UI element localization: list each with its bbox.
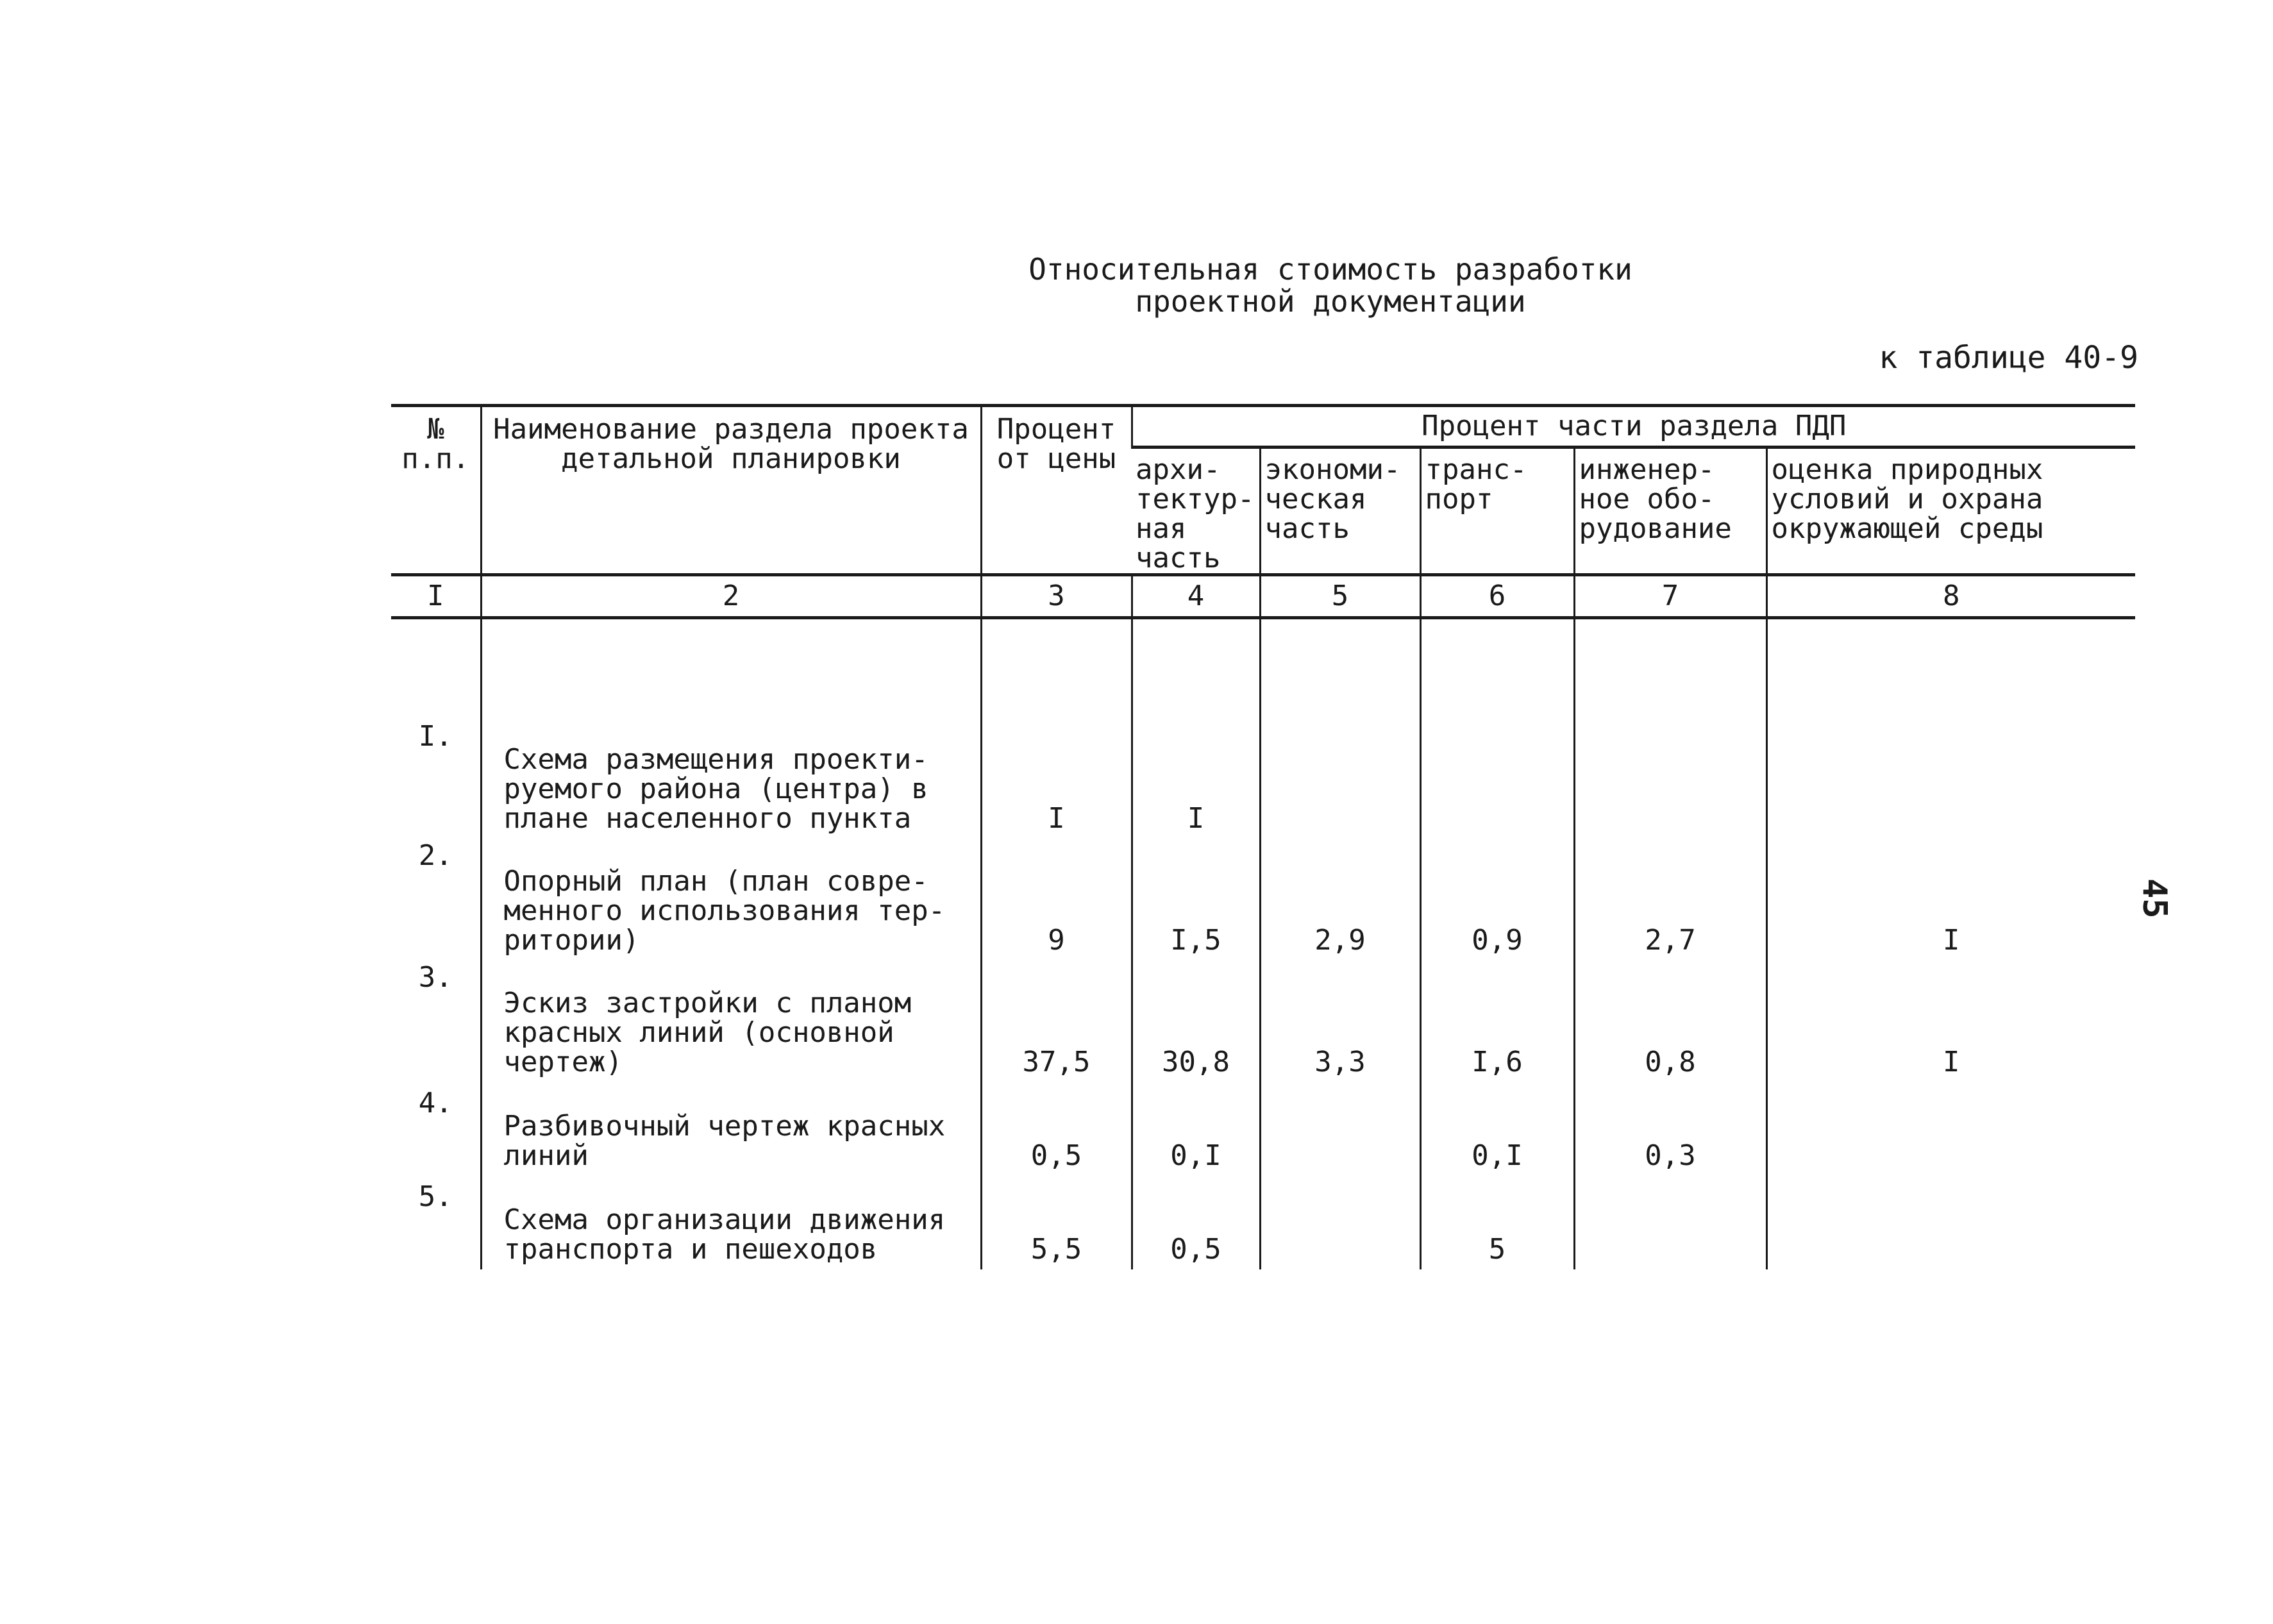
- cell-economic: [1260, 677, 1420, 839]
- cell-transport: 0,9: [1420, 839, 1574, 960]
- row-name: Разбивочный чертеж красных линий: [481, 1082, 981, 1176]
- cell-percent-price: 9: [981, 839, 1132, 960]
- row-num: 4.: [418, 1087, 453, 1119]
- cell-transport: I,6: [1420, 960, 1574, 1082]
- cell-environment: [1766, 1176, 2135, 1269]
- row-num: 5.: [418, 1180, 453, 1213]
- header-economic: экономи-ческая часть: [1260, 448, 1420, 575]
- cell-architectural: 30,8: [1132, 960, 1260, 1082]
- cell-transport: 5: [1420, 1176, 1574, 1269]
- row-name: Схема размещения проекти-руемого района (центра) в плане населенного пункта: [481, 677, 981, 839]
- cell-architectural: I: [1132, 677, 1260, 839]
- row-num: 3.: [418, 961, 453, 994]
- cost-table: [391, 404, 2135, 1269]
- header-environment: оценка природных условий и охрана окружающей среды: [1766, 448, 2135, 575]
- row-name: Схема организации движения транспорта и пешеходов: [481, 1176, 981, 1269]
- colnum-2: 2: [481, 575, 981, 618]
- header-name: Наименование раздела проекта детальной планировки: [481, 406, 981, 575]
- row-num: 2.: [418, 839, 453, 872]
- cell-engineering: [1574, 677, 1766, 839]
- document-title: [962, 253, 1699, 317]
- colnum-7: 7: [1574, 575, 1766, 618]
- row-name: Опорный план (план совре-менного использования тер-ритории): [481, 839, 981, 960]
- cell-environment: [1766, 677, 2135, 839]
- cell-architectural: 0,I: [1132, 1082, 1260, 1176]
- colnum-8: 8: [1766, 575, 2135, 618]
- title-line-2: проектной документации: [1135, 284, 1526, 319]
- cell-engineering: 2,7: [1574, 839, 1766, 960]
- cell-engineering: 0,3: [1574, 1082, 1766, 1176]
- column-number-row: [391, 575, 2135, 618]
- cell-environment: I: [1766, 960, 2135, 1082]
- header-engineering: инженер-ное обо-рудование: [1574, 448, 1766, 575]
- page-number: 45: [2135, 878, 2174, 919]
- table-row: [391, 839, 2135, 960]
- row-num: I.: [418, 720, 453, 753]
- cell-percent-price: 37,5: [981, 960, 1132, 1082]
- cell-percent-price: I: [981, 677, 1132, 839]
- cell-engineering: [1574, 1176, 1766, 1269]
- table-row: [391, 677, 2135, 839]
- cell-percent-price: 0,5: [981, 1082, 1132, 1176]
- cell-architectural: I,5: [1132, 839, 1260, 960]
- colnum-3: 3: [981, 575, 1132, 618]
- cell-transport: [1420, 677, 1574, 839]
- cell-percent-price: 5,5: [981, 1176, 1132, 1269]
- colnum-1: I: [391, 575, 481, 618]
- colnum-4: 4: [1132, 575, 1260, 618]
- cell-economic: 2,9: [1260, 839, 1420, 960]
- header-transport: транс-порт: [1420, 448, 1574, 575]
- cell-transport: 0,I: [1420, 1082, 1574, 1176]
- cell-environment: I: [1766, 839, 2135, 960]
- title-line-1: Относительная стоимость разработки: [1028, 252, 1632, 287]
- spacer-row: [391, 618, 2135, 678]
- cell-environment: [1766, 1082, 2135, 1176]
- colnum-6: 6: [1420, 575, 1574, 618]
- table-row: [391, 960, 2135, 1082]
- cell-economic: [1260, 1082, 1420, 1176]
- colnum-5: 5: [1260, 575, 1420, 618]
- table-row: [391, 1176, 2135, 1269]
- header-group: Процент части раздела ПДП: [1132, 406, 2135, 448]
- header-percent-price: Процент от цены: [981, 406, 1132, 575]
- header-num: № п.п.: [391, 406, 481, 575]
- cell-engineering: 0,8: [1574, 960, 1766, 1082]
- table-row: [391, 1082, 2135, 1176]
- header-architectural: архи-тектур-ная часть: [1132, 448, 1260, 575]
- row-name: Эскиз застройки с планом красных линий (основной чертеж): [481, 960, 981, 1082]
- cell-architectural: 0,5: [1132, 1176, 1260, 1269]
- cell-economic: [1260, 1176, 1420, 1269]
- table-reference: к таблице 40-9: [1879, 340, 2138, 376]
- cell-economic: 3,3: [1260, 960, 1420, 1082]
